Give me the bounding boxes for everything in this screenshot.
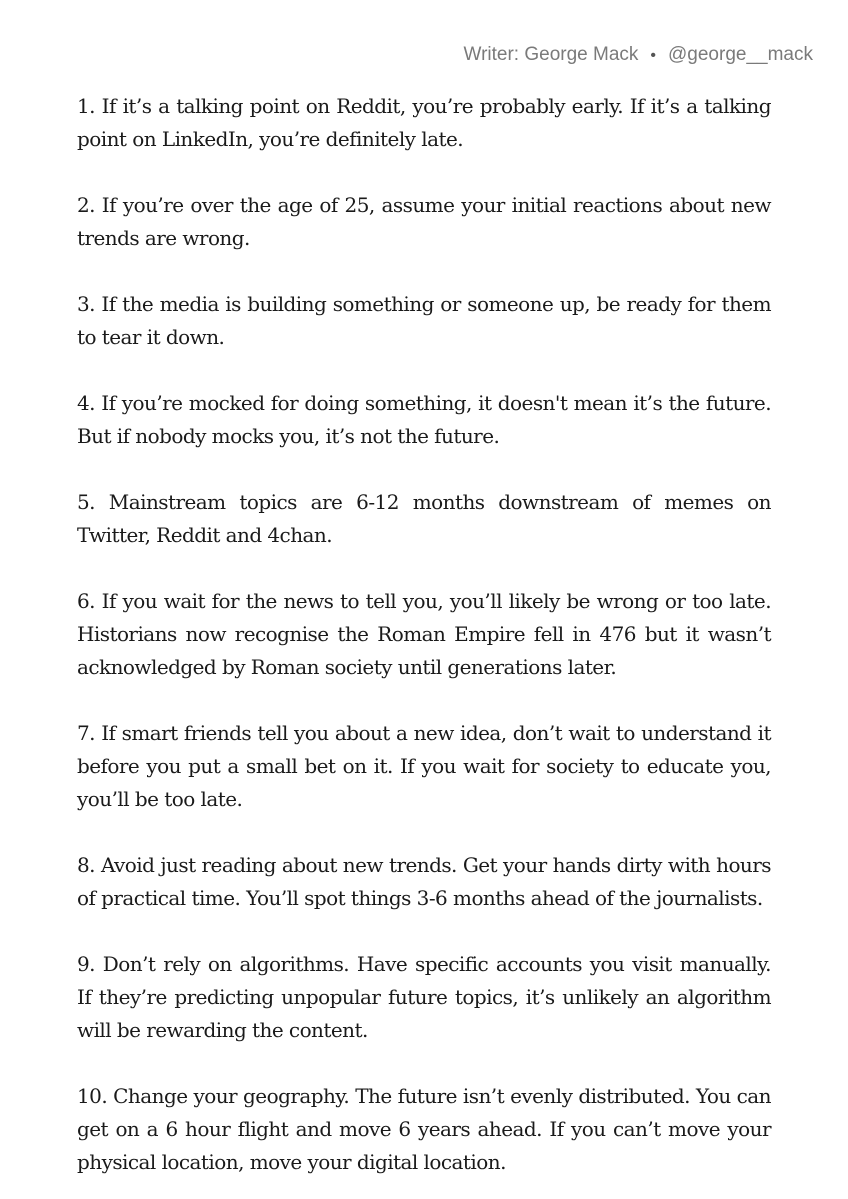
tip-7: 7. If smart friends tell you about a new idea, don’t wait to understand it before you put a small bet on it. If you wait for society to educate you, you’ll be too late. xyxy=(77,721,771,811)
twitter-handle: @george__mack xyxy=(668,44,813,65)
writer-name: Writer: George Mack xyxy=(463,44,639,65)
tip-4: 4. If you’re mocked for doing something, it doesn't mean it’s the future. But if nobody mocks you, it’s not the future. xyxy=(77,391,771,448)
bullet-separator: • xyxy=(650,47,657,64)
tip-6: 6. If you wait for the news to tell you, you’ll likely be wrong or too late. Historians now recognise the Roman Empire fell in 476 but it wasn’t acknowledged by Roman society until generations later. xyxy=(77,589,771,679)
tips-list xyxy=(77,90,771,1179)
tip-9: 9. Don’t rely on algorithms. Have specific accounts you visit manually. If they’re predicting unpopular future topics, it’s unlikely an algorithm will be rewarding the content. xyxy=(77,952,771,1042)
author-byline xyxy=(463,41,813,70)
tip-2: 2. If you’re over the age of 25, assume your initial reactions about new trends are wrong. xyxy=(77,193,771,250)
tip-3: 3. If the media is building something or someone up, be ready for them to tear it down. xyxy=(77,292,771,349)
tip-5: 5. Mainstream topics are 6-12 months downstream of memes on Twitter, Reddit and 4chan. xyxy=(77,490,771,547)
tip-8: 8. Avoid just reading about new trends. Get your hands dirty with hours of practical time. You’ll spot things 3-6 months ahead of the journalists. xyxy=(77,853,771,910)
tip-1: 1. If it’s a talking point on Reddit, you’re probably early. If it’s a talking point on LinkedIn, you’re definitely late. xyxy=(77,94,771,151)
tip-10: 10. Change your geography. The future isn’t evenly distributed. You can get on a 6 hour flight and move 6 years ahead. If you can’t move your physical location, move your digital location. xyxy=(77,1084,771,1174)
